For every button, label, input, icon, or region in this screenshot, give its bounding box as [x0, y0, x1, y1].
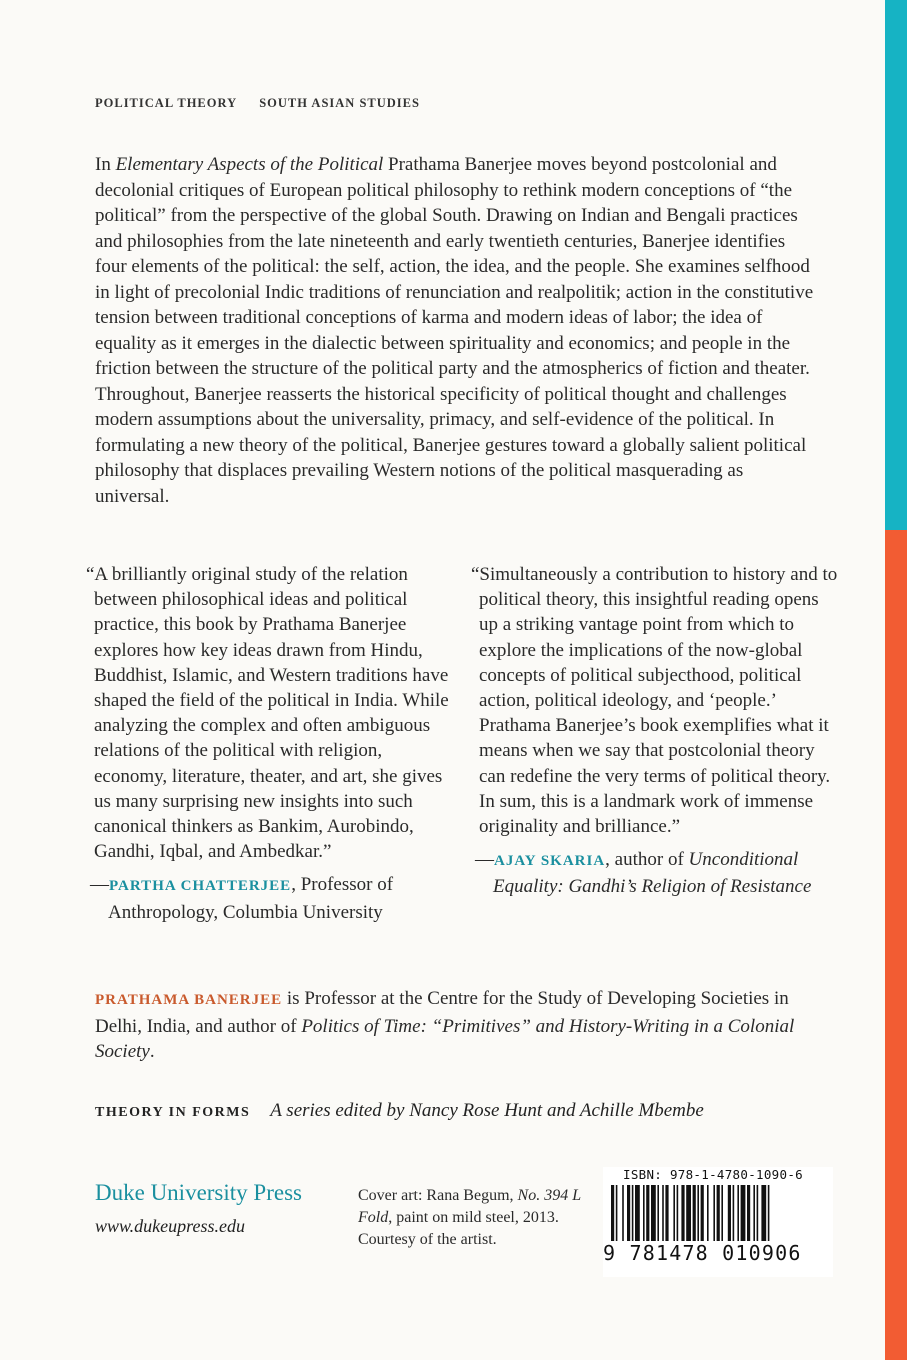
subject-categories [95, 96, 438, 111]
barcode-bar [747, 1185, 750, 1241]
blurb-right-attribution [471, 847, 841, 899]
blurb-left-dash: — [90, 874, 109, 896]
author-text: is Professor at the Centre for the Study of Developing Societies in Delhi, India, and author of [95, 988, 789, 1037]
isbn-digits: 9 781478 010906 [603, 1241, 802, 1265]
blurb-right-text: “Simultaneously a contribution to history and to political theory, this insightful reading opens up a striking vantage point from which to explore the implications of the now-global concepts of political subjecthood, political action, political ideology, and ‘people.’ Prathama Banerjee’s book exemplifies what it means when we say that postcolonial theory can redefine the very terms of political theory. In sum, this is a landmark work of immense originality and brilliance.” [471, 564, 838, 838]
category-2: SOUTH ASIAN STUDIES [259, 96, 420, 110]
barcode-bar [632, 1185, 634, 1241]
barcode-bar [657, 1185, 659, 1241]
isbn-label: ISBN: 978-1-4780-1090-6 [623, 1167, 803, 1182]
isbn-barcode [603, 1167, 833, 1277]
barcode-bar [616, 1185, 618, 1241]
barcode-bar [721, 1185, 723, 1241]
series-line [95, 1100, 704, 1122]
publisher-name: Duke University Press [95, 1180, 302, 1205]
barcode-bar [753, 1185, 755, 1241]
barcode-bar [681, 1185, 684, 1241]
barcode-bar [697, 1185, 699, 1241]
barcode-bar [761, 1185, 766, 1241]
blurb-left-attribution [86, 872, 456, 924]
blurb-right-affiliation: , author of [605, 849, 689, 871]
barcode-bar [733, 1185, 735, 1241]
description-prefix: In [95, 154, 116, 175]
barcode-bar [622, 1185, 624, 1241]
blurb-right-dash: — [475, 849, 494, 871]
blurb-left-text: “A brilliantly original study of the relation between philosophical ideas and political practice, this book by Prathama Banerjee explores how key ideas drawn from Hindu, Buddhist, Islamic, and Western traditions have shaped the field of the political in India. While analyzing the complex and often ambiguous relations of the political with religion, economy, literature, theater, and art, she gives us many surprising new insights into such canonical thinkers as Bankim, Aurobindo, Gandhi, Iqbal, and Ambedkar.” [86, 564, 449, 863]
barcode-bar [673, 1185, 675, 1241]
barcode-bar [701, 1185, 704, 1241]
barcode-bar [635, 1185, 640, 1241]
barcode-bar [693, 1185, 696, 1241]
barcode-bar [713, 1185, 715, 1241]
author-bio [95, 986, 815, 1065]
barcode-bar [627, 1185, 630, 1241]
barcode-bar [757, 1185, 759, 1241]
barcode-bar [665, 1185, 668, 1241]
credit-suffix: , paint on mild steel, 2013. Courtesy of the artist. [358, 1209, 559, 1248]
description-book-title: Elementary Aspects of the Political [115, 154, 384, 175]
publisher-block [95, 1180, 302, 1237]
blurb-right [471, 562, 841, 900]
category-1: POLITICAL THEORY [95, 96, 238, 110]
barcode-bar [662, 1185, 664, 1241]
accent-band-teal [885, 0, 907, 530]
blurb-left [86, 562, 456, 925]
barcode-bar [611, 1185, 614, 1241]
blurb-left-name: PARTHA CHATTERJEE [109, 878, 292, 895]
credit-prefix: Cover art: Rana Begum, [358, 1187, 518, 1204]
blurb-right-book: Unconditional Equality: Gandhi’s Religion of Resistance [493, 849, 812, 898]
barcode-bar [741, 1185, 746, 1241]
blurb-right-name: AJAY SKARIA [494, 853, 606, 870]
barcode-bar [677, 1185, 679, 1241]
author-name: PRATHAMA BANERJEE [95, 992, 283, 1008]
publisher-url[interactable]: www.dukeupress.edu [95, 1216, 245, 1236]
credit-work: No. 394 L Fold [358, 1187, 581, 1226]
barcode-bar [717, 1185, 720, 1241]
barcode-bar [646, 1185, 649, 1241]
series-text: A series edited by Nancy Rose Hunt and Achille Mbembe [270, 1100, 704, 1121]
barcode-bars [603, 1185, 833, 1245]
barcode-bar [686, 1185, 691, 1241]
accent-band-orange [885, 530, 907, 1360]
blurb-left-affiliation: , Professor of Anthropology, Columbia University [108, 874, 394, 923]
barcode-bar [737, 1185, 739, 1241]
barcode-bar [651, 1185, 656, 1241]
barcode-bar [768, 1185, 770, 1241]
series-label: THEORY IN FORMS [95, 1105, 251, 1120]
barcode-bar [643, 1185, 645, 1241]
author-book: Politics of Time: “Primitives” and History-Writing in a Colonial Society [95, 1015, 795, 1062]
author-end: . [149, 1041, 155, 1062]
book-description [95, 152, 815, 509]
barcode-bar [707, 1185, 709, 1241]
cover-credit [358, 1185, 588, 1251]
description-body: Prathama Banerjee moves beyond postcolonial and decolonial critiques of European political philosophy to rethink modern conceptions of “the political” from the perspective of the global South. Drawing on Indian and Bengali practices and philosophies from the late nineteenth and early twentieth centuries, Banerjee identifies four elements of the political: the self, action, the idea, and the people. She examines selfhood in light of precolonial Indic traditions of renunciation and realpolitik; action in the constitutive tension between traditional conceptions of karma and modern ideas of labor; the idea of equality as it emerges in the dialectic between spirituality and economics; and people in the friction between the structure of the political party and the atmospherics of fiction and theater. Throughout, Banerjee reasserts the historical specificity of political thought and challenges modern assumptions about the universality, primacy, and self-evidence of the political. In formulating a new theory of the political, Banerjee gestures toward a globally salient political philosophy that displaces prevailing Western notions of the political masquerading as universal. [95, 154, 814, 507]
barcode-bar [728, 1185, 731, 1241]
